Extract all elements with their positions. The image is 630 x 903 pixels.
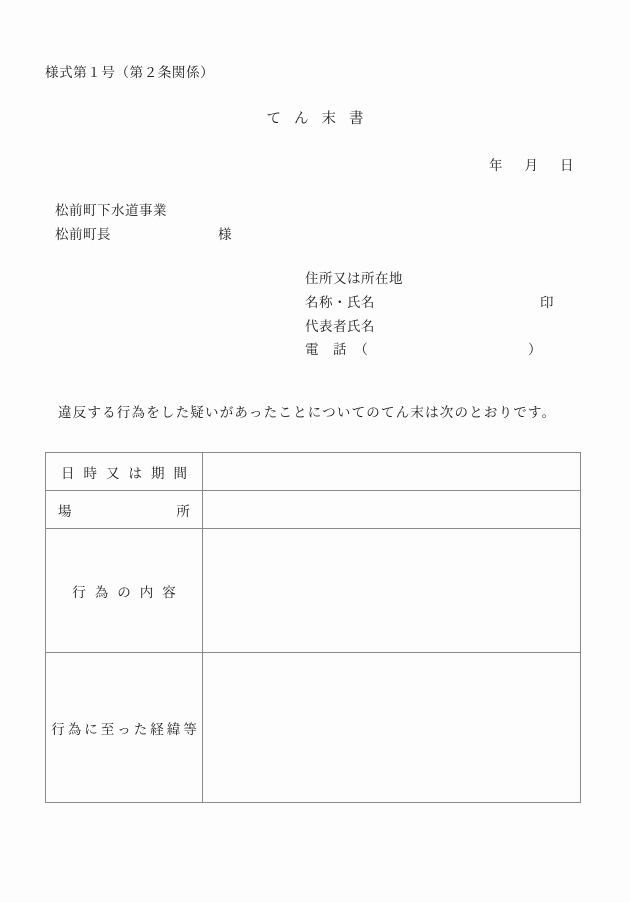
row-value-circumstances[interactable] (203, 653, 581, 803)
row-label-datetime (46, 453, 203, 491)
row-value-datetime[interactable] (203, 453, 581, 491)
signature-address-label: 住所又は所在地 (305, 271, 403, 286)
table-row (46, 529, 581, 653)
body-statement: 違反する行為をした疑いがあったことについてのてん末は次のとおりです。 (58, 405, 557, 420)
row-label-act-content (46, 529, 203, 653)
table-row (46, 453, 581, 491)
table-row (46, 491, 581, 529)
row-label-text: 行為に至った経緯等 (51, 721, 200, 737)
row-label-text: 行為の内容 (72, 584, 185, 600)
addressee-honorific: 様 (218, 227, 232, 242)
tenmatsu-table (45, 452, 581, 803)
page-title: てん末書 (266, 111, 377, 127)
row-label-place (46, 491, 203, 529)
addressee-title: 松前町長 (55, 227, 111, 242)
row-label-text: 日時又は期間 (61, 465, 196, 481)
date-line: 年月日 (489, 158, 596, 173)
table-row (46, 653, 581, 803)
row-value-act-content[interactable] (203, 529, 581, 653)
signature-telephone-close-paren: ） (528, 342, 542, 357)
addressee-organization: 松前町下水道事業 (55, 203, 167, 218)
row-value-place[interactable] (203, 491, 581, 529)
row-label-circumstances (46, 653, 203, 803)
signature-representative-label: 代表者氏名 (305, 319, 375, 334)
form-number: 様式第１号（第２条関係） (45, 65, 215, 80)
row-label-text: 場所 (58, 503, 190, 519)
signature-telephone-label: 電 話 （ (305, 342, 369, 357)
signature-name-label: 名称・氏名 (305, 295, 375, 310)
seal-mark: 印 (540, 295, 554, 310)
